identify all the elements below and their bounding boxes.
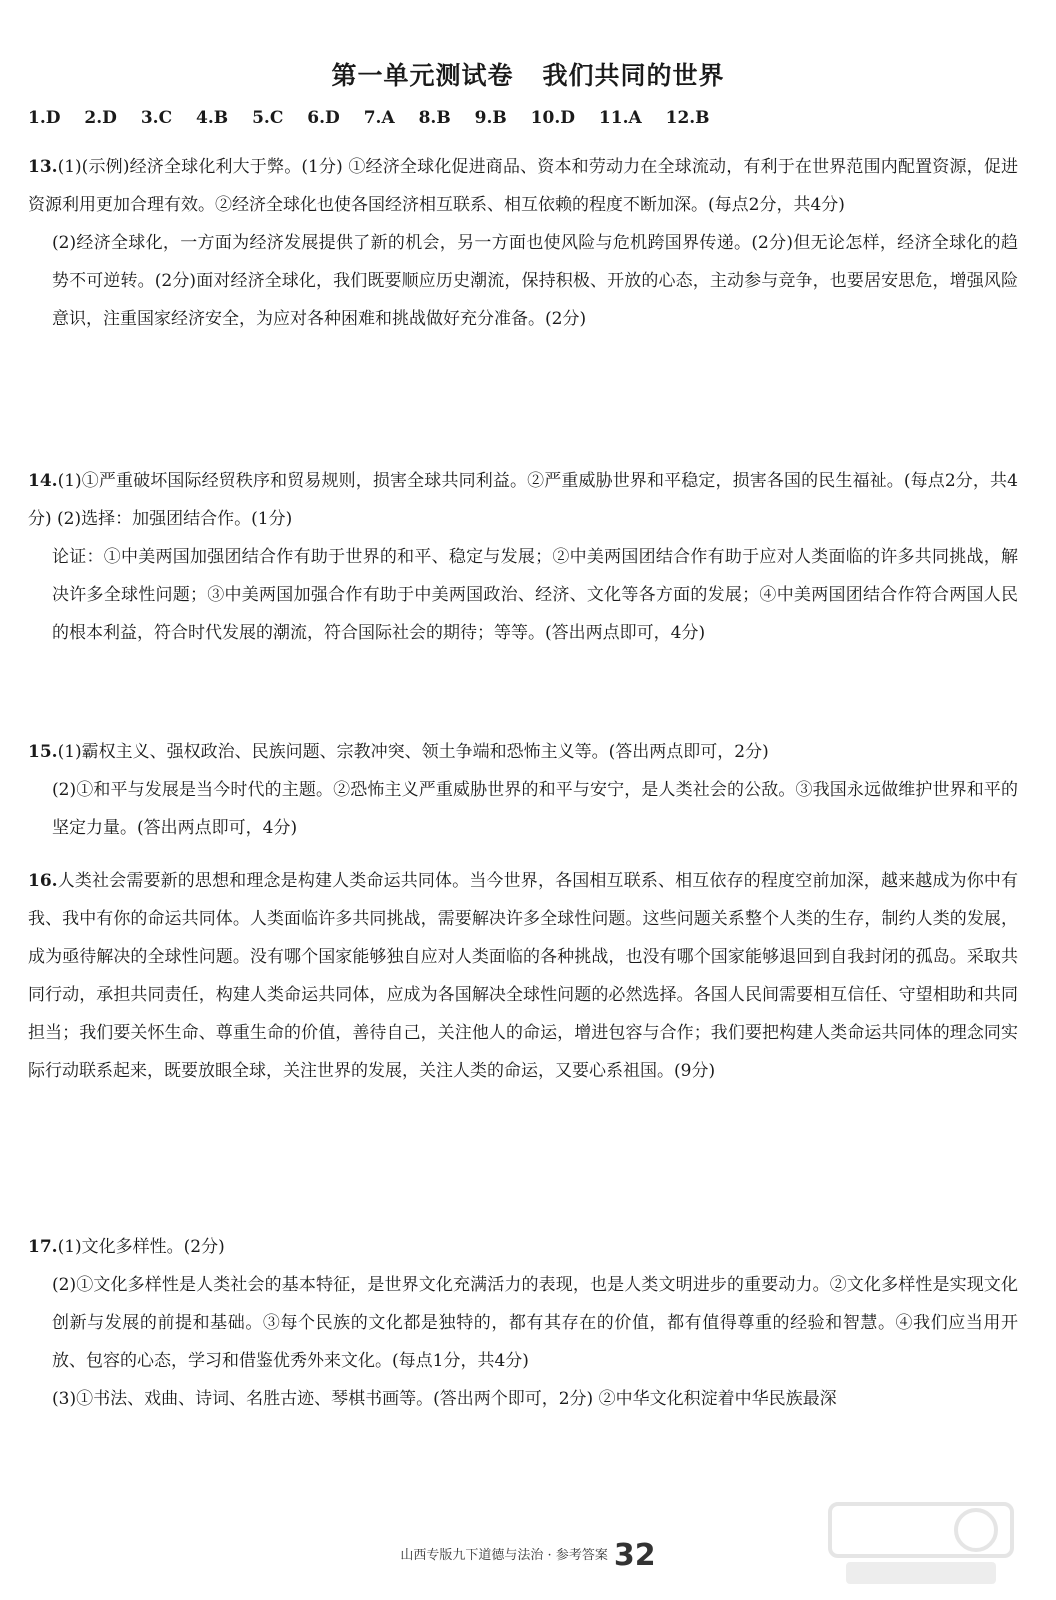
q13-part1	[28, 148, 1018, 224]
page-number: 32	[613, 1538, 656, 1573]
q16-part1	[28, 862, 1018, 1090]
mc-answer: 1.D	[28, 108, 61, 128]
question-13	[28, 148, 1018, 338]
q13-number: 13.	[28, 157, 58, 177]
q15-text-1: (1)霸权主义、强权政治、民族问题、宗教冲突、领土争端和恐怖主义等。(答出两点即可，2分)	[57, 742, 769, 762]
q17-number: 17.	[28, 1237, 58, 1257]
question-17	[28, 1228, 1018, 1418]
mc-answer: 6.D	[307, 108, 340, 128]
q17-part3: (3)①书法、戏曲、诗词、名胜古迹、琴棋书画等。(答出两个即可，2分) ②中华文化积淀着中华民族最深	[52, 1389, 837, 1409]
q15-part1	[28, 733, 1018, 771]
mc-answer-row	[28, 108, 728, 128]
q17-part1	[28, 1228, 1018, 1266]
q14-part2: 论证：①中美两国加强团结合作有助于世界的和平、稳定与发展；②中美两国团结合作有助于应对人类面临的许多共同挑战，解决许多全球性问题；③中美两国加强合作有助于中美两国政治、经济、文化等各方面的发展；④中美两国团结合作符合两国人民的根本利益，符合时代发展的潮流，符合国际社会的期待；等等。(答出两点即可，4分)	[52, 547, 1018, 643]
q14-number: 14.	[28, 471, 58, 491]
q13-part2: (2)经济全球化，一方面为经济发展提供了新的机会，另一方面也使风险与危机跨国界传递。(2分)但无论怎样，经济全球化的趋势不可逆转。(2分)面对经济全球化，我们既要顺应历史潮流，保持积极、开放的心态，主动参与竞争，也要居安思危，增强风险意识，注重国家经济安全，为应对各种困难和挑战做好充分准备。(2分)	[52, 233, 1018, 329]
page-title: 第一单元测试卷 我们共同的世界	[331, 61, 725, 90]
q16-text-1: 人类社会需要新的思想和理念是构建人类命运共同体。当今世界，各国相互联系、相互依存的程度空前加深，越来越成为你中有我、我中有你的命运共同体。人类面临许多共同挑战，需要解决许多全球性问题。这些问题关系整个人类的生存，制约人类的发展，成为亟待解决的全球性问题。没有哪个国家能够独自应对人类面临的各种挑战，也没有哪个国家能够退回到自我封闭的孤岛。采取共同行动，承担共同责任，构建人类命运共同体，应成为各国解决全球性问题的必然选择。各国人民间需要相互信任、守望相助和共同担当；我们要关怀生命、尊重生命的价值，善待自己，关注他人的命运，增进包容与合作；我们要把构建人类命运共同体的理念同实际行动联系起来，既要放眼全球，关注世界的发展，关注人类的命运，又要心系祖国。(9分)	[28, 871, 1018, 1081]
mc-answer: 5.C	[252, 108, 284, 128]
mc-answer: 11.A	[598, 108, 642, 128]
question-16	[28, 862, 1018, 1090]
mc-answer: 9.B	[474, 108, 507, 128]
q15-number: 15.	[28, 742, 58, 762]
q14-part1	[28, 462, 1018, 538]
mc-answer: 4.B	[196, 108, 229, 128]
mc-answer: 12.B	[665, 108, 710, 128]
mc-answer: 2.D	[84, 108, 117, 128]
mc-answer: 7.A	[363, 108, 395, 128]
footer-text: 山西专版九下道德与法治 · 参考答案	[400, 1548, 608, 1563]
q17-part2: (2)①文化多样性是人类社会的基本特征，是世界文化充满活力的表现，也是人类文明进步的重要动力。②文化多样性是实现文化创新与发展的前提和基础。③每个民族的文化都是独特的，都有其存在的价值，都有值得尊重的经验和智慧。④我们应当用开放、包容的心态，学习和借鉴优秀外来文化。(每点1分，共4分)	[52, 1275, 1018, 1371]
mc-answer: 8.B	[418, 108, 451, 128]
mc-answer: 3.C	[140, 108, 173, 128]
q15-part2: (2)①和平与发展是当今时代的主题。②恐怖主义严重威胁世界的和平与安宁，是人类社会的公敌。③我国永远做维护世界和平的坚定力量。(答出两点即可，4分)	[52, 780, 1018, 838]
q14-text-1: (1)①严重破坏国际经贸秩序和贸易规则，损害全球共同利益。②严重威胁世界和平稳定，损害各国的民生福祉。(每点2分，共4分) (2)选择：加强团结合作。(1分)	[28, 471, 1018, 529]
question-14	[28, 462, 1018, 652]
watermark-logo-icon	[826, 1500, 1016, 1590]
mc-answer: 10.D	[530, 108, 575, 128]
q16-number: 16.	[28, 871, 58, 891]
question-15	[28, 733, 1018, 847]
q13-text-1: (1)(示例)经济全球化利大于弊。(1分) ①经济全球化促进商品、资本和劳动力在全球流动，有利于在世界范围内配置资源，促进资源利用更加合理有效。②经济全球化也使各国经济相互联系、相互依赖的程度不断加深。(每点2分，共4分)	[28, 157, 1018, 215]
q17-text-1: (1)文化多样性。(2分)	[57, 1237, 225, 1257]
